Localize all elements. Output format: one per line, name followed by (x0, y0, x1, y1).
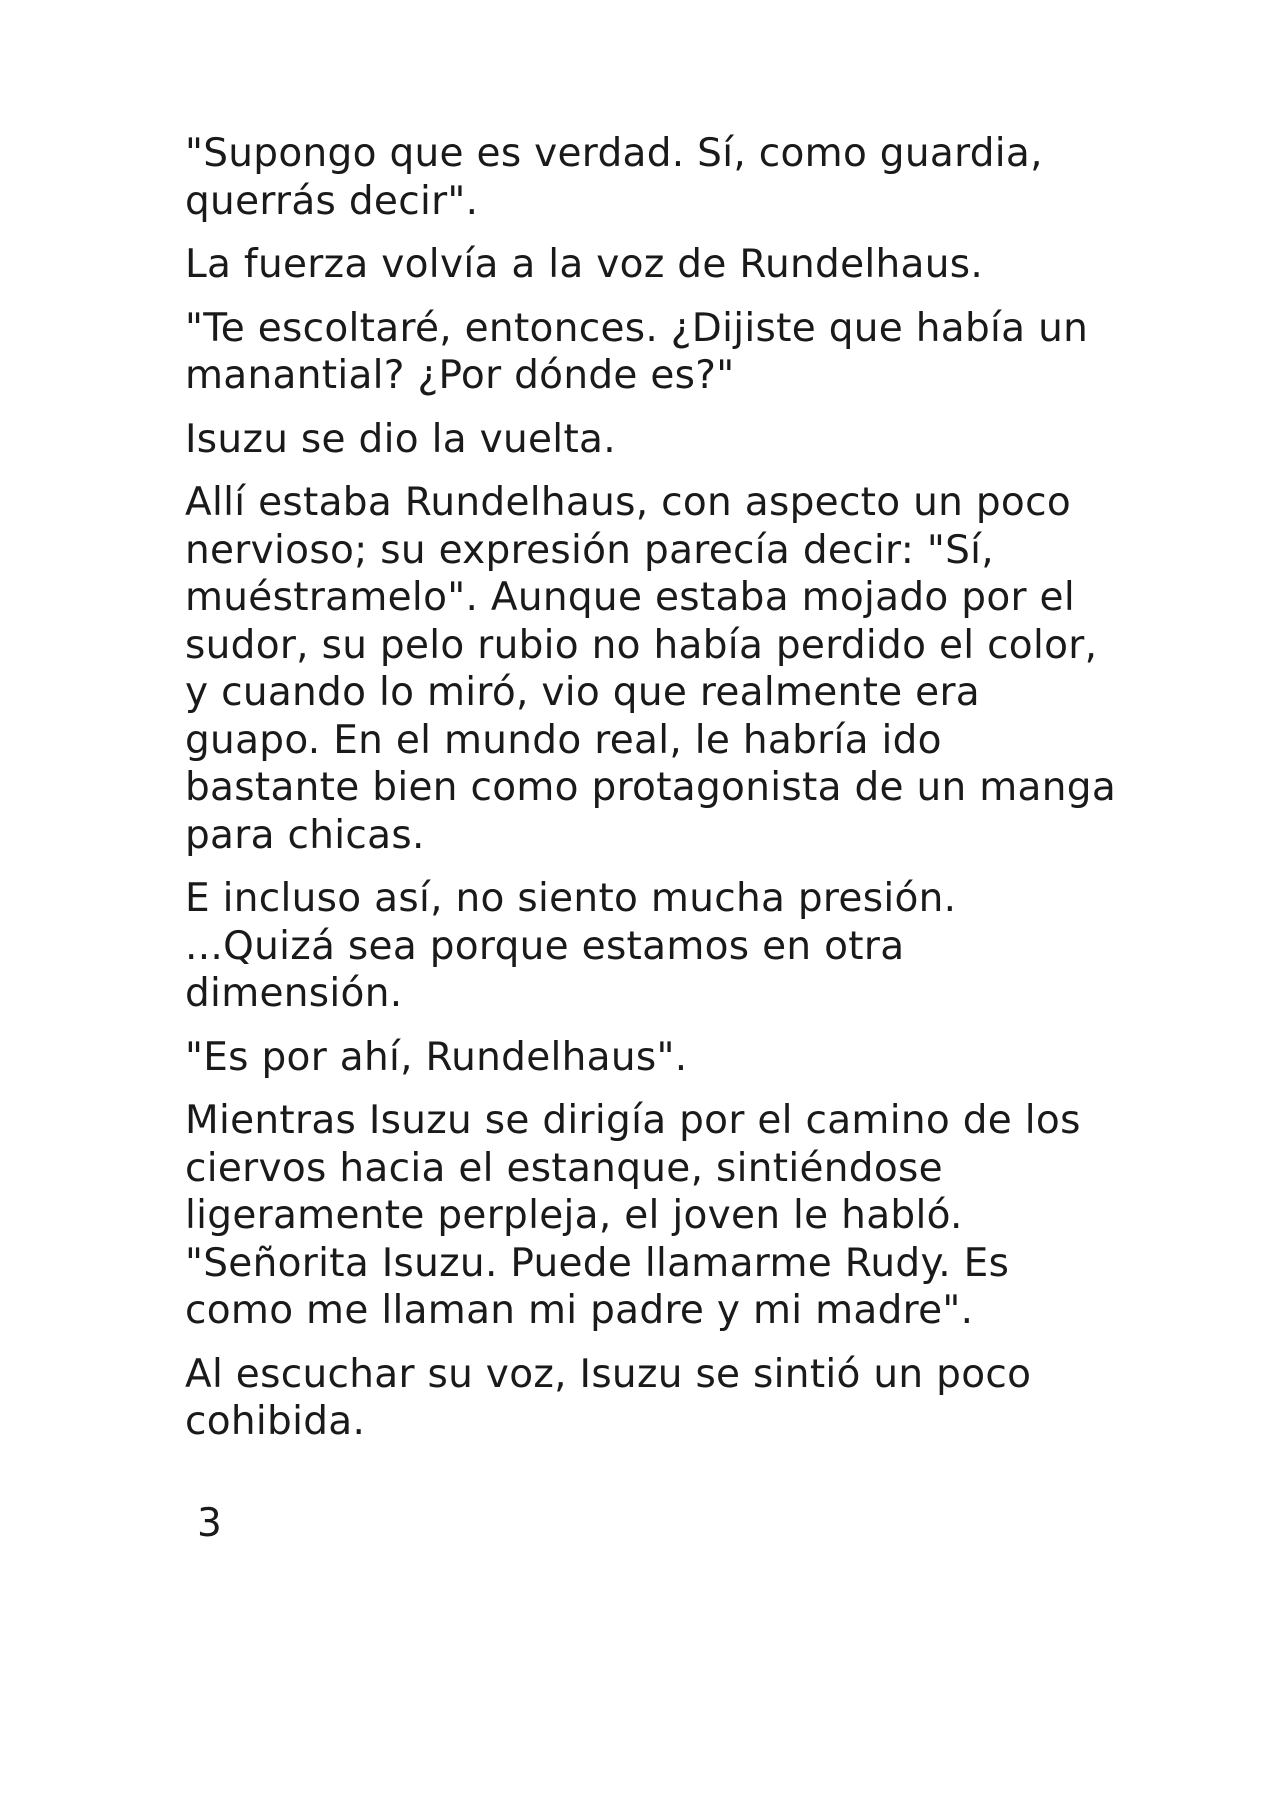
paragraph-7: "Es por ahí, Rundelhaus". (185, 1034, 688, 1080)
paragraph-5: Allí estaba Rundelhaus, con aspecto un poco nervioso; su expresión parecía decir: "Sí, muéstramelo". Aunque estaba mojado por el sudor, su pelo rubio no había perdido el color, y cuando lo miró, vio que realmente era guapo. En el mundo real, le habría ido bastante bien como protagonista de un manga para chicas. (185, 480, 1117, 858)
paragraph-9: Al escuchar su voz, Isuzu se sintió un poco cohibida. (185, 1351, 1032, 1444)
paragraph-1: "Supongo que es verdad. Sí, como guardia, querrás decir". (185, 131, 1043, 224)
paragraph-4: Isuzu se dio la vuelta. (185, 416, 616, 462)
page-body (185, 130, 1125, 1462)
page-number: 3 (197, 1501, 222, 1546)
paragraph-2: La fuerza volvía a la voz de Rundelhaus. (185, 242, 984, 287)
paragraph-8: Mientras Isuzu se dirigía por el camino de los ciervos hacia el estanque, sintiéndose ligeramente perpleja, el joven le habló. "Señorita Isuzu. Puede llamarme Rudy. Es como me llaman mi padre y mi madre". (185, 1098, 1081, 1333)
paragraph-6: E incluso así, no siento mucha presión. ...Quizá sea porque estamos en otra dimensión. (185, 876, 957, 1016)
paragraph-3: "Te escoltaré, entonces. ¿Dijiste que había un manantial? ¿Por dónde es?" (185, 305, 1089, 398)
